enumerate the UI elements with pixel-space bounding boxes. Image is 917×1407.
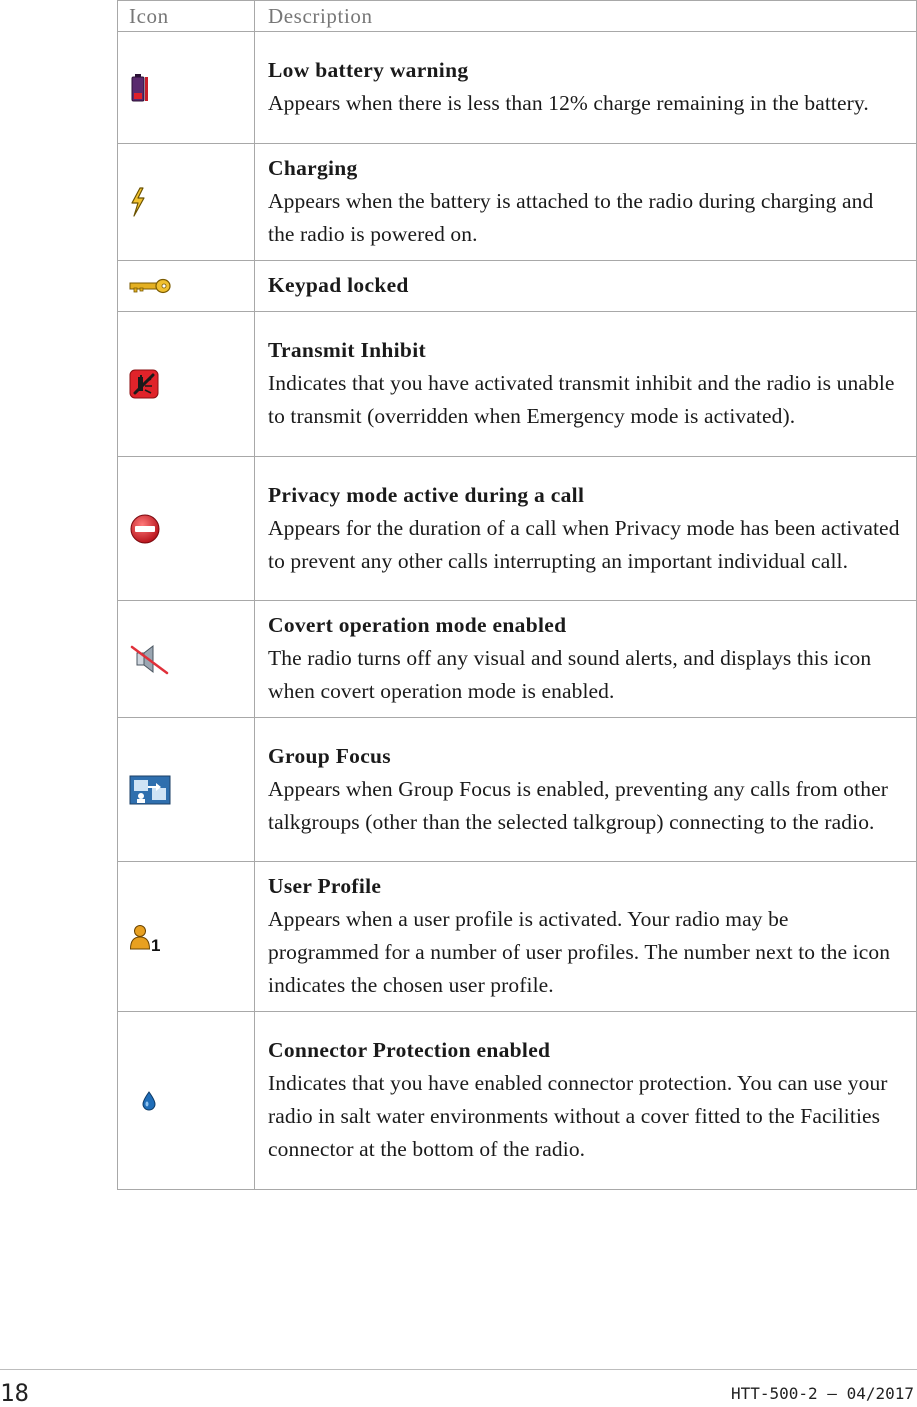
table-row	[118, 261, 917, 312]
page-number: 18	[0, 1379, 29, 1407]
table-row	[118, 32, 917, 144]
transmit-inhibit-icon	[129, 369, 159, 399]
row-text: Appears for the duration of a call when Privacy mode has been activated to prevent any other calls interrupting an important individual call.	[268, 515, 900, 573]
row-text: Indicates that you have activated transmit inhibit and the radio is unable to transmit (overridden when Emergency mode is activated).	[268, 371, 895, 428]
user-profile-icon	[129, 924, 151, 950]
header-icon: Icon	[118, 1, 255, 32]
document-code: HTT-500-2 – 04/2017	[730, 1384, 914, 1403]
row-title: Covert operation mode enabled	[268, 613, 567, 637]
icon-table	[117, 0, 917, 1190]
table-row	[118, 1012, 917, 1190]
key-icon	[129, 278, 171, 294]
footer-divider	[0, 1369, 917, 1370]
row-title: Connector Protection enabled	[268, 1038, 551, 1062]
table-row	[118, 862, 917, 1012]
table-row	[118, 718, 917, 862]
row-title: Keypad locked	[268, 273, 409, 297]
table-row	[118, 601, 917, 718]
user-profile-number: 1	[151, 935, 161, 955]
row-title: User Profile	[268, 874, 382, 898]
low-battery-icon	[129, 73, 151, 103]
user-profile-icon-wrap	[129, 924, 161, 955]
row-text: Indicates that you have enabled connector protection. You can use your radio in salt water environments without a cover fitted to the Facilities connector at the bottom of the radio.	[268, 1071, 888, 1161]
row-title: Transmit Inhibit	[268, 338, 426, 362]
row-title: Low battery warning	[268, 58, 469, 82]
row-title: Group Focus	[268, 743, 391, 768]
row-text: Appears when a user profile is activated. Your radio may be programmed for a number of user profiles. The number next to the icon indicates the chosen user profile.	[268, 907, 891, 997]
table-header-row	[118, 1, 917, 32]
row-text: The radio turns off any visual and sound alerts, and displays this icon when covert operation mode is enabled.	[268, 646, 872, 703]
table-row	[118, 144, 917, 261]
water-drop-icon	[142, 1091, 156, 1111]
group-focus-icon	[129, 775, 171, 805]
row-text: Appears when Group Focus is enabled, preventing any calls from other talkgroups (other than the selected talkgroup) connecting to the radio.	[268, 776, 888, 834]
row-text: Appears when there is less than 12% charge remaining in the battery.	[268, 91, 869, 115]
row-title: Charging	[268, 156, 358, 180]
row-text: Appears when the battery is attached to the radio during charging and the radio is powered on.	[268, 189, 874, 246]
row-title: Privacy mode active during a call	[268, 482, 585, 507]
no-entry-icon	[129, 513, 161, 545]
table-row	[118, 457, 917, 601]
charging-icon	[129, 187, 147, 217]
table-row	[118, 312, 917, 457]
header-description: Description	[255, 1, 917, 32]
speaker-muted-icon	[129, 643, 171, 675]
